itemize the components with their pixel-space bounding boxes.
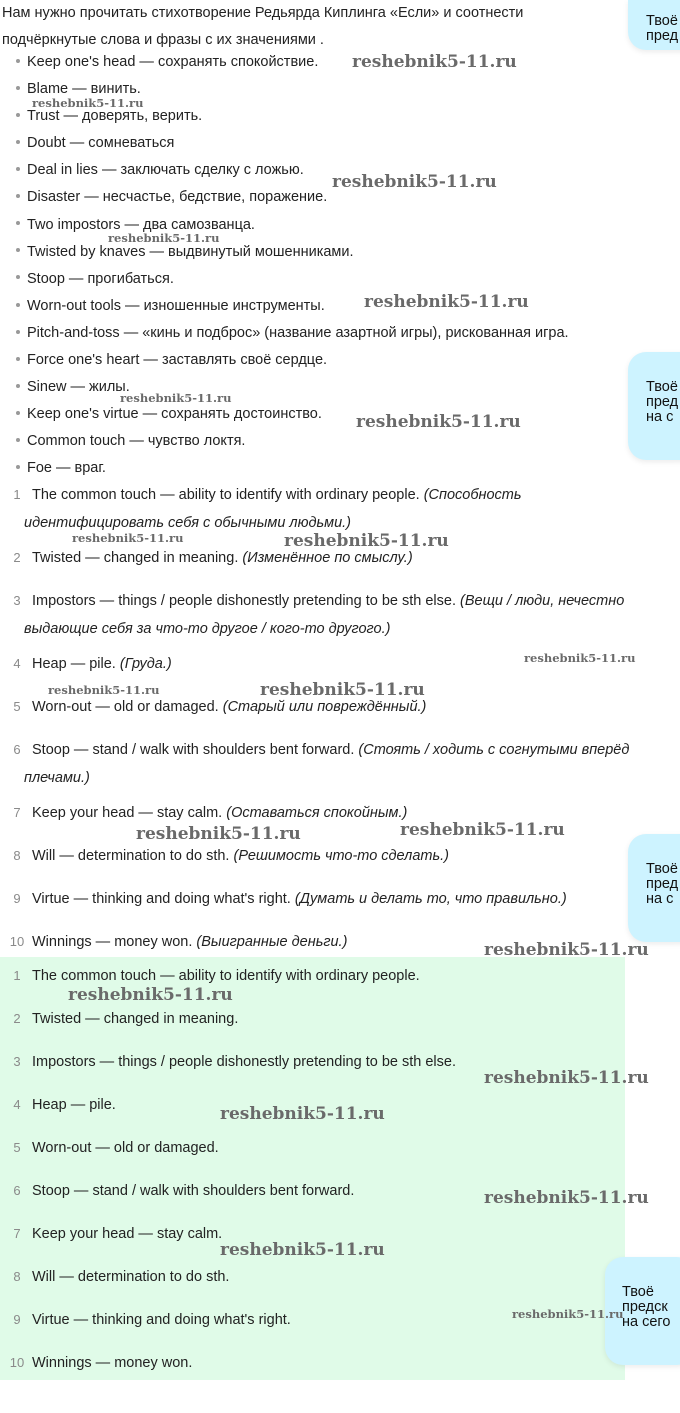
promo-card[interactable] (628, 0, 680, 50)
vocab-text: Twisted by knaves — выдвинутый мошенниками. (27, 243, 354, 260)
vocab-text: Sinew — жилы. (27, 379, 130, 396)
vocab-text: Trust — доверять, верить. (27, 108, 203, 125)
definition-row (0, 736, 660, 792)
watermark: reshebnik5-11.ru (356, 412, 521, 432)
definition-ru: (Вещи / люди, нечестно выдающие себя за что-то другое / кого-то другого.) (24, 593, 625, 637)
definition-en: Keep your head — stay calm. (32, 805, 223, 821)
answer-text: Heap — pile. (32, 1097, 116, 1113)
vocab-text: Doubt — сомневаться (27, 135, 175, 152)
definition-en: Winnings — money won. (32, 934, 193, 950)
answer-text: Will — determination to do sth. (32, 1269, 230, 1285)
bullet-dot (16, 113, 20, 117)
vocab-text: Worn-out tools — изношенные инструменты. (27, 297, 325, 314)
definition-en: Stoop — stand / walk with shoulders bent forward. (32, 742, 355, 758)
promo-line: пред (646, 876, 679, 892)
bullet-dot (16, 194, 20, 198)
bullet-dot (16, 384, 20, 388)
watermark: reshebnik5-11.ru (284, 531, 449, 551)
promo-line: пред (646, 28, 679, 44)
vocab-text: Blame — винить. (27, 81, 141, 98)
answer-text: Keep your head — stay calm. (32, 1226, 223, 1242)
watermark: reshebnik5-11.ru (524, 651, 636, 665)
watermark: reshebnik5-11.ru (136, 824, 301, 844)
intro-text: Нам нужно прочитать стихотворение Редьярда Киплинга «Если» и соотнести подчёркнутые слова и фразы с их значениями . (2, 5, 524, 48)
definition-text (0, 736, 660, 792)
definition-ru: (Выигранные деньги.) (196, 934, 348, 950)
vocab-text: Keep one's head — сохранять спокойствие. (27, 54, 319, 70)
promo-line: на с (646, 409, 674, 425)
row-number: 2 (13, 550, 21, 565)
watermark: reshebnik5-11.ru (332, 172, 497, 192)
definition-en: Virtue — thinking and doing what's right. (32, 891, 291, 907)
definition-en: Heap — pile. (32, 656, 116, 672)
row-number: 1 (13, 487, 21, 502)
answer-text: The common touch — ability to identify with ordinary people. (32, 968, 420, 984)
row-number: 9 (13, 891, 21, 906)
watermark: reshebnik5-11.ru (512, 1307, 624, 1321)
row-number: 7 (13, 805, 21, 820)
vocab-item (12, 428, 569, 455)
bullet-dot (16, 438, 20, 442)
watermark: reshebnik5-11.ru (484, 1068, 649, 1088)
row-number: 10 (9, 1355, 25, 1370)
row-number: 9 (13, 1312, 21, 1327)
vocab-text: Deal in lies — заключать сделку с ложью. (27, 162, 304, 179)
watermark: reshebnik5-11.ru (484, 940, 649, 960)
promo-line: Твоё (622, 1284, 654, 1300)
vocab-item (12, 239, 569, 266)
definition-row (0, 481, 660, 537)
promo-line: Твоё (646, 861, 678, 877)
row-number: 3 (13, 593, 21, 608)
watermark: reshebnik5-11.ru (352, 52, 517, 72)
vocab-text: Force one's heart — заставлять своё сердце. (27, 352, 328, 369)
watermark: reshebnik5-11.ru (400, 820, 565, 840)
watermark: reshebnik5-11.ru (108, 231, 220, 245)
promo-line: Твоё (646, 379, 678, 395)
definition-ru: (Изменённое по смыслу.) (242, 550, 413, 566)
definition-ru: (Решимость что-то сделать.) (233, 848, 449, 864)
definition-ru: (Стоять / ходить с согнутыми вперёд плечами.) (24, 742, 630, 786)
vocab-item (12, 212, 569, 239)
answer-text: Worn-out — old or damaged. (32, 1140, 219, 1156)
row-number: 8 (13, 1269, 21, 1284)
definition-en: The common touch — ability to identify with ordinary people. (32, 487, 420, 503)
definition-ru: (Способность идентифицировать себя с обычными людьми.) (24, 487, 522, 531)
answer-text: Virtue — thinking and doing what's right. (32, 1312, 291, 1328)
vocab-text: Common touch — чувство локтя. (27, 433, 246, 450)
row-number: 1 (13, 968, 21, 983)
vocab-item (12, 374, 569, 401)
bullet-dot (16, 140, 20, 144)
watermark: reshebnik5-11.ru (68, 985, 233, 1005)
vocab-text: Stoop — прогибаться. (27, 270, 174, 287)
row-number: 3 (13, 1054, 21, 1069)
bullet-dot (16, 248, 20, 252)
vocab-text: Pitch-and-toss — «кинь и подброс» (название азартной игры), рискованная игра. (27, 324, 569, 341)
definition-en: Will — determination to do sth. (32, 848, 230, 864)
answer-row (0, 1263, 660, 1291)
definition-text (0, 481, 660, 537)
vocab-text: Disaster — несчастье, бедствие, поражение. (27, 189, 328, 206)
definition-ru: (Оставаться спокойным.) (226, 805, 408, 821)
answer-row (0, 1005, 660, 1033)
row-number: 6 (13, 742, 21, 757)
watermark: reshebnik5-11.ru (220, 1240, 385, 1260)
watermark: reshebnik5-11.ru (364, 292, 529, 312)
vocab-item (12, 320, 569, 347)
definition-ru: (Думать и делать то, что правильно.) (294, 891, 567, 907)
bullet-dot (16, 59, 20, 63)
row-number: 2 (13, 1011, 21, 1026)
bullet-dot (16, 221, 20, 225)
definition-text (0, 842, 660, 870)
vocab-text: Foe — враг. (27, 460, 106, 477)
answer-row (0, 1349, 660, 1377)
answer-row (0, 1134, 660, 1162)
definition-row (0, 842, 660, 870)
answer-text: Winnings — money won. (32, 1355, 193, 1371)
promo-line: пред (646, 394, 679, 410)
row-number: 7 (13, 1226, 21, 1241)
watermark: reshebnik5-11.ru (220, 1104, 385, 1124)
definition-text (0, 587, 660, 643)
promo-card[interactable] (628, 834, 680, 942)
watermark: reshebnik5-11.ru (72, 531, 184, 545)
definition-en: Worn-out — old or damaged. (32, 699, 219, 715)
watermark: reshebnik5-11.ru (484, 1188, 649, 1208)
definition-text (0, 885, 660, 913)
vocab-item (12, 455, 569, 482)
promo-card[interactable] (628, 352, 680, 460)
bullet-dot (16, 330, 20, 334)
promo-line: предск (622, 1299, 668, 1315)
bullet-dot (16, 303, 20, 307)
row-number: 6 (13, 1183, 21, 1198)
promo-line: на сего (622, 1314, 671, 1330)
row-number: 8 (13, 848, 21, 863)
bullet-dot (16, 275, 20, 279)
row-number: 5 (13, 1140, 21, 1155)
vocab-item (12, 266, 569, 293)
promo-line: на с (646, 891, 674, 907)
answer-text: Stoop — stand / walk with shoulders bent forward. (32, 1183, 355, 1199)
row-number: 4 (13, 1097, 21, 1112)
watermark: reshebnik5-11.ru (260, 680, 425, 700)
promo-line: Твоё (646, 13, 678, 29)
definition-row (0, 587, 660, 643)
answer-text: Twisted — changed in meaning. (32, 1011, 239, 1027)
definition-ru: (Старый или повреждённый.) (222, 699, 427, 715)
row-number: 4 (13, 656, 21, 671)
vocab-text: Keep one's virtue — сохранять достоинство. (27, 406, 322, 423)
bullet-dot (16, 357, 20, 361)
definition-ru: (Груда.) (119, 656, 172, 672)
watermark: reshebnik5-11.ru (120, 391, 232, 405)
vocab-item (12, 347, 569, 374)
definition-row (0, 885, 660, 913)
watermark: reshebnik5-11.ru (48, 683, 160, 697)
bullet-dot (16, 167, 20, 171)
answer-text: Impostors — things / people dishonestly pretending to be sth else. (32, 1054, 456, 1070)
definition-en: Impostors — things / people dishonestly pretending to be sth else. (32, 593, 456, 609)
vocab-text: Two impostors — два самозванца. (27, 216, 255, 233)
row-number: 10 (9, 934, 25, 949)
bullet-dot (16, 465, 20, 469)
row-number: 5 (13, 699, 21, 714)
vocab-item (12, 130, 569, 157)
bullet-dot (16, 411, 20, 415)
bullet-dot (16, 86, 20, 90)
watermark: reshebnik5-11.ru (32, 96, 144, 110)
definition-en: Twisted — changed in meaning. (32, 550, 239, 566)
